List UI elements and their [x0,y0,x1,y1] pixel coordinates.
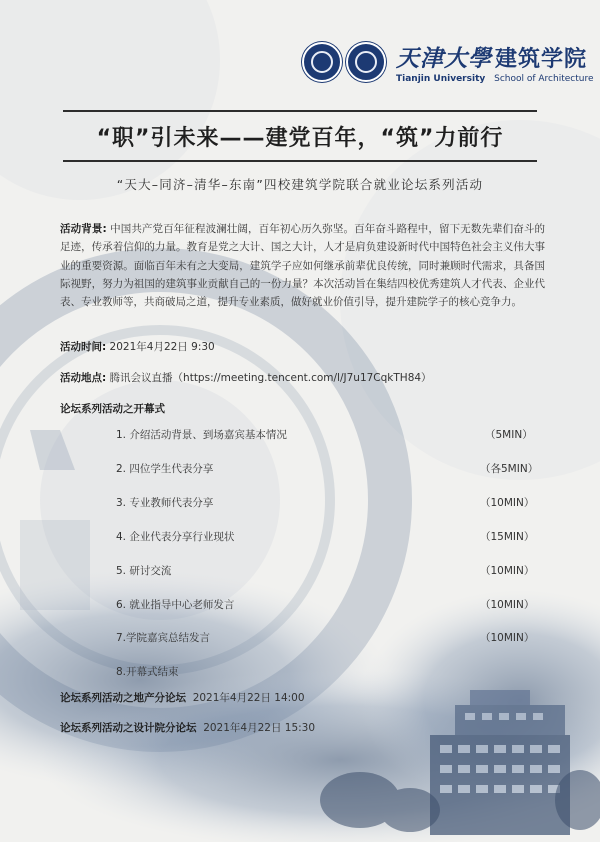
event-location-label: 活动地点: [60,372,107,384]
sub-forum-title: 论坛系列活动之地产分论坛 [60,692,186,704]
background-text: 中国共产党百年征程波澜壮阔，百年初心历久弥坚。百年奋斗路程中，留下无数先辈们奋斗的足迹，传承着信仰的力量。教育是党之大计、国之大计，人才是肩负建设新时代中国特色社会主义伟大事业的重要资源。面临百年未有之大变局，建筑学子应如何继承前辈优良传统，同时兼顾时代需求，具备国际视野，努力为祖国的建筑事业贡献自己的一份力量？本次活动旨在集结四校优秀建筑人才代表、企业代表、专业教师等，共商破局之道，提升专业素质，做好就业价值引导，提升建院学子的核心竞争力。 [60,223,545,309]
header-logos [302,40,594,84]
university-name-en: Tianjin University [396,74,486,84]
event-time-label: 活动时间: [60,341,107,353]
agenda-duration: （10MIN） [480,565,535,577]
university-name-cn: 天津大學 [396,45,492,72]
agenda-item: 7.学院嘉宾总结发言 [116,632,211,644]
agenda-item: 8.开幕式结束 [116,666,179,678]
page-title: “职”引未来——建党百年，“筑”力前行 [96,126,504,151]
agenda-duration: （10MIN） [480,632,535,644]
sub-forum-title: 论坛系列活动之设计院分论坛 [60,722,197,734]
divider-title [63,160,537,162]
agenda-item: 4. 企业代表分享行业现状 [116,531,235,543]
agenda-item: 5. 研讨交流 [116,565,172,577]
sub-forum-time: 2021年4月22日 14:00 [192,692,305,704]
sub-forum-row [60,690,305,705]
agenda-item: 2. 四位学生代表分享 [116,463,214,475]
agenda-duration: （10MIN） [480,497,535,509]
agenda-item: 6. 就业指导中心老师发言 [116,599,235,611]
sub-forum-time: 2021年4月22日 15:30 [203,722,316,734]
school-name-cn: 建筑学院 [495,47,588,72]
page-subtitle: “天大–同济–清华–东南”四校建筑学院联合就业论坛系列活动 [116,177,484,192]
school-seal-icon [346,42,386,82]
divider-top [63,110,537,112]
agenda-duration: （各5MIN） [480,463,539,475]
agenda-item: 1. 介绍活动背景、到场嘉宾基本情况 [116,429,287,441]
school-name-en: School of Architecture [494,74,594,84]
agenda-item: 3. 专业教师代表分享 [116,497,214,509]
event-location-row [60,370,432,385]
agenda-duration: （10MIN） [480,599,535,611]
event-location-value: 腾讯会议直播（https://meeting.tencent.com/l/J7u17CqkTH84） [109,372,432,384]
brand-wordmark [396,40,594,84]
background-paragraph [60,220,545,311]
agenda-duration: （15MIN） [480,531,535,543]
university-seal-icon [302,42,342,82]
agenda-duration: （5MIN） [485,429,533,441]
sub-forum-row [60,720,315,735]
event-time-row [60,339,215,354]
event-time-value: 2021年4月22日 9:30 [109,341,215,353]
opening-title: 论坛系列活动之开幕式 [60,403,165,415]
background-label: 活动背景: [60,223,107,235]
